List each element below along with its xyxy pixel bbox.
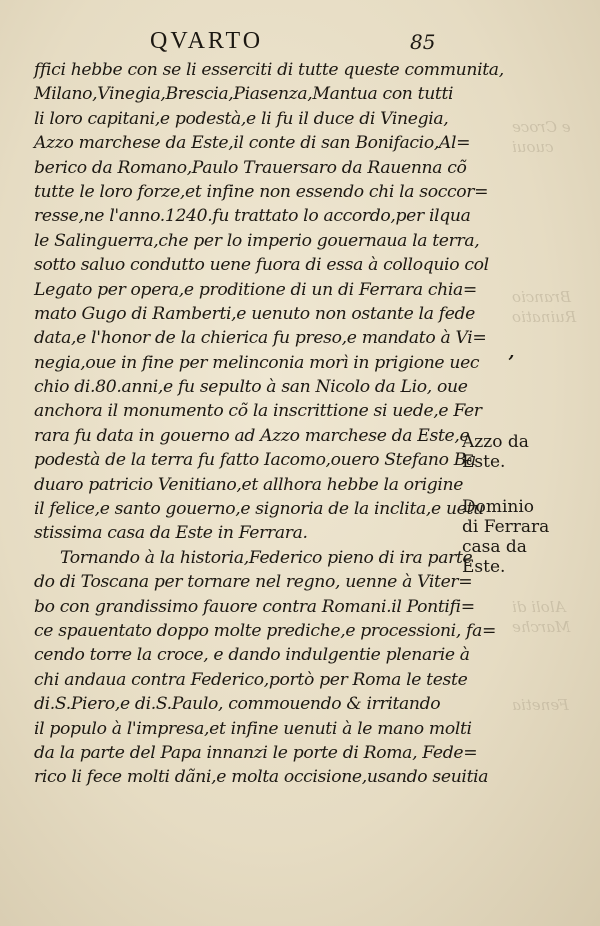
ink-mark-icon: ’ xyxy=(508,352,515,373)
margin-note-dominio xyxy=(462,497,582,577)
text-line: li loro capitani,e podestà,e li fu il duce di Vinegia, xyxy=(34,108,449,129)
text-line: bo con grandissimo fauore contra Romani.il Pontifi= xyxy=(34,596,475,617)
show-through-text: cuoui xyxy=(512,138,554,156)
text-line: Azzo marchese da Este,il conte di san Bonifacio,Al= xyxy=(34,133,471,154)
text-line: data,e l'honor de la chierica fu preso,e mandato à Vi= xyxy=(34,328,487,349)
text-line: ffici hebbe con se li esserciti di tutte queste communita, xyxy=(34,60,504,80)
text-line: tutte le loro forze,et infine non essendo chi la soccor= xyxy=(34,181,489,202)
margin-note-line: Azzo da xyxy=(462,432,529,452)
text-line: da la parte del Papa innanzi le porte di Roma, Fede= xyxy=(34,742,478,763)
text-line: podestà de la terra fu fatto Iacomo,ouero Stefano Ba xyxy=(34,450,476,471)
text-line: duaro patricio Venitiano,et allhora hebbe la origine xyxy=(34,474,464,495)
text-line: do di Toscana per tornare nel regno, uenne à Viter= xyxy=(34,572,473,593)
text-line: di.S.Piero,e di.S.Paulo, commouendo & irritando xyxy=(34,694,441,715)
margin-note-line: di Ferrara xyxy=(462,517,550,537)
text-line: resse,ne l'anno.1240.fu trattato lo accordo,per ilqua xyxy=(34,206,471,227)
text-line: chio di.80.anni,e fu sepulto à san Nicolo da Lio, oue xyxy=(34,377,468,398)
margin-note-line: Este. xyxy=(462,557,506,577)
text-line: il felice,e santo gouerno,e signoria de la inclita,e uetu xyxy=(34,499,484,520)
margin-note-line: Este. xyxy=(462,452,506,472)
text-line: le Salinguerra,che per lo imperio gouernaua la terra, xyxy=(34,230,480,251)
margin-note-line: Dominio xyxy=(462,497,535,517)
margin-note-azzo xyxy=(462,432,582,472)
text-line: Tornando à la historia,Federico pieno di ira parte xyxy=(60,547,473,568)
show-through-text: Ruinatio xyxy=(512,308,577,326)
text-line: mato Gugo di Ramberti,e uenuto non ostante la fede xyxy=(34,303,476,324)
show-through-text: Brancio xyxy=(512,288,572,306)
text-line: sotto saluo condutto uene fuora di essa à colloquio col xyxy=(34,255,489,276)
text-line: negia,oue in fine per melinconia morì in prigione uec xyxy=(34,352,480,373)
text-line: rico li fece molti dãni,e molta occisione,usando seuitia xyxy=(34,767,489,788)
text-line: ce spauentato doppo molte prediche,e processioni, fa= xyxy=(34,620,497,641)
text-line: anchora il monumento cõ la inscrittione si uede,e Fer xyxy=(34,401,482,422)
show-through-text: Aloli di xyxy=(512,598,566,616)
show-through-text: e Croce xyxy=(512,118,571,136)
text-line: Milano,Vinegia,Brescia,Piasenza,Mantua con tutti xyxy=(34,84,454,105)
show-through-text: Fenetia xyxy=(512,696,569,714)
running-head: QVARTO xyxy=(150,28,264,54)
text-line: Legato per opera,e proditione di un di Ferrara chia= xyxy=(34,279,477,300)
page-number: 85 xyxy=(410,30,436,54)
text-line: il populo à l'impresa,et infine uenuti à le mano molti xyxy=(34,718,472,739)
text-line: cendo torre la croce, e dando indulgentie plenarie à xyxy=(34,645,470,666)
show-through-text: Marche xyxy=(512,618,571,636)
margin-note-line: casa da xyxy=(462,537,527,557)
text-line: berico da Romano,Paulo Trauersaro da Rauenna cõ xyxy=(34,157,467,178)
text-line: chi andaua contra Federico,portò per Roma le teste xyxy=(34,669,468,690)
text-line: rara fu data in gouerno ad Azzo marchese da Este,e xyxy=(34,425,470,446)
text-line: stissima casa da Este in Ferrara. xyxy=(34,523,308,544)
